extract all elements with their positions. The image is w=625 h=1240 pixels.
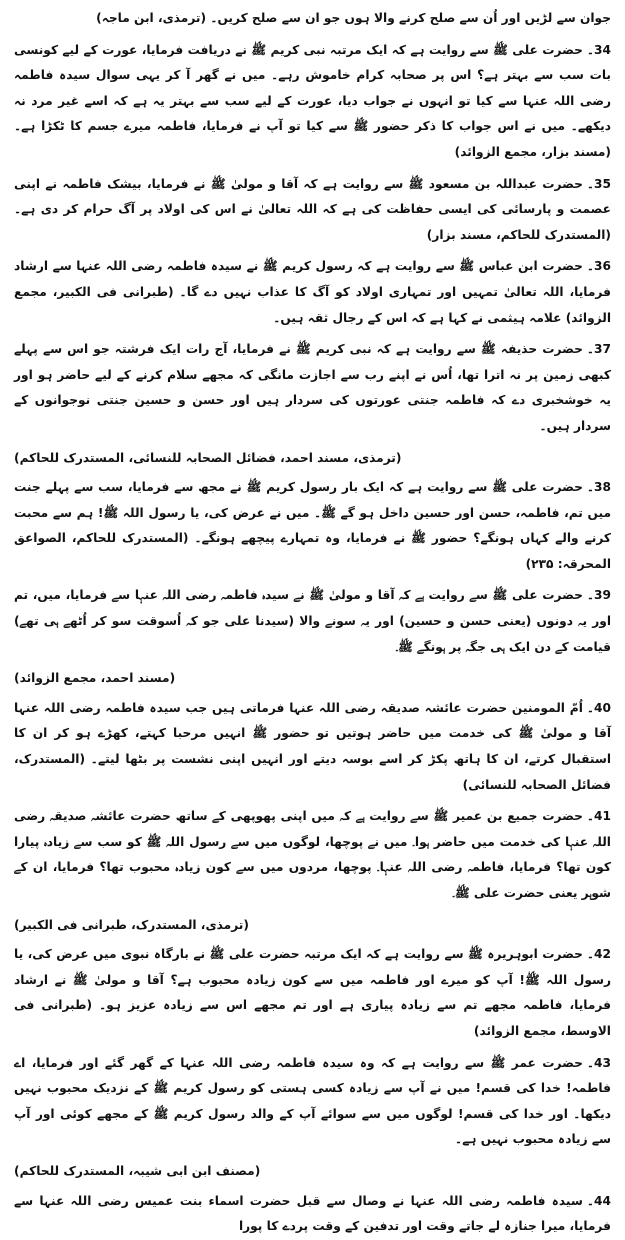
- hadith-35: [14, 172, 611, 249]
- hadith-34: [14, 38, 611, 166]
- reference-line: (مصنف ابن ابی شیبہ، المستدرک للحاکم): [14, 1163, 261, 1178]
- hadith-number: 38۔: [586, 480, 611, 495]
- hadith-text: اُمّ المومنین حضرت عائشہ صدیقہ رضی اللہ عنہا فرماتی ہیں جب سیدہ فاطمہ رضی اللہ عنہا آقا و مولیٰ ﷺ کی خدمت میں حاضر ہوتیں تو حضور ﷺ انہیں مرحبا کہتے، کھڑے ہو کر ان کا استقبال کرتے، ان کا ہاتھ پکڑ کر اسے بوسہ دیتے اور انہیں اپنی نشست پر بٹھا لیتے۔ (المستدرک، فضائل الصحابہ للنسائی): [14, 700, 611, 792]
- hadith-43: [14, 1051, 611, 1153]
- paragraph-text: جوان سے لڑیں اور اُن سے صلح کرنے والا ہوں جو ان سے صلح کریں۔ (ترمذی، ابن ماجہ): [96, 11, 611, 25]
- hadith-39: [14, 583, 611, 660]
- reference-line: (ترمذی، المستدرک، طبرانی فی الکبیر): [14, 917, 249, 932]
- hadith-text: حضرت حذیفہ ﷺ سے روایت ہے کہ نبی کریم ﷺ نے فرمایا، آج رات ایک فرشتہ جو اس سے پہلے کبھی زمین پر نہ اترا تھا، اُس نے اپنے رب سے اجازت مانگی کہ مجھے سلام کرنے کے لیے حاضر ہو اور یہ خوشخبری دے کہ فاطمہ جنتی عورتوں کی سردار ہیں اور حسن و حسین جنتی نوجوانوں کے سردار ہیں۔: [14, 342, 611, 433]
- hadith-44: [14, 1189, 611, 1240]
- hadith-text: سیدہ فاطمہ رضی اللہ عنہا نے وصال سے قبل حضرت اسماء بنت عمیس رضی اللہ عنہا سے فرمایا، میرا جنازہ لے جاتے وقت اور تدفین کے وقت پردے کا پورا: [14, 1193, 611, 1234]
- hadith-number: 36۔: [586, 259, 611, 274]
- hadith-38: [14, 475, 611, 577]
- hadith-text: حضرت عمر ﷺ سے روایت ہے کہ وہ سیدہ فاطمہ رضی اللہ عنہا کے گھر گئے اور فرمایا، اے فاطمہ! خدا کی قسم! میں نے آپ سے زیادہ کسی ہستی کو رسول کریم ﷺ کے نزدیک محبوب نہیں دیکھا۔ اور خدا کی قسم! لوگوں میں سے سوائے آپ کے والد رسول کریم ﷺ کے مجھے کوئی اور آپ سے زیادہ محبوب نہیں ہے۔: [14, 1055, 611, 1147]
- hadith-number: 44۔: [586, 1193, 611, 1208]
- hadith-42: [14, 942, 611, 1044]
- hadith-text: حضرت عبداللہ بن مسعود ﷺ سے روایت ہے کہ آقا و مولیٰ ﷺ نے فرمایا، بیشک فاطمہ نے اپنی عصمت و پارسائی کی ایسی حفاظت کی ہے کہ اللہ تعالیٰ نے اس کی اولاد پر آگ حرام کر دی ہے۔ (المستدرک للحاکم، مسند بزار): [14, 176, 611, 242]
- hadith-37: [14, 337, 611, 439]
- hadith-text: حضرت علی ﷺ سے روایت ہے کہ ایک بار رسول کریم ﷺ نے مجھ سے فرمایا، سب سے پہلے جنت میں تم، فاطمہ، حسن اور حسین داخل ہو گے ﷺ۔ میں نے عرض کی، یا رسول اللہ ﷺ! ہم سے محبت کرنے والے کہاں ہونگے؟ حضور ﷺ نے فرمایا، وہ تمہارے پیچھے ہونگے۔ (المستدرک للحاکم، الصواعق المحرقہ: ۲۳۵): [14, 480, 611, 571]
- hadith-36: [14, 254, 611, 331]
- reference-line: (مسند احمد، مجمع الزوائد): [14, 671, 176, 686]
- hadith-number: 37۔: [586, 342, 611, 357]
- hadith-40: [14, 696, 611, 798]
- hadith-number: 40۔: [586, 700, 611, 715]
- reference-line: (ترمذی، مسند احمد، فضائل الصحابہ للنسائی، المستدرک للحاکم): [14, 450, 402, 465]
- hadith-number: 41۔: [586, 809, 611, 824]
- hadith-text: حضرت ابوہریرہ ﷺ سے روایت ہے کہ ایک مرتبہ حضرت علی ﷺ نے بارگاہ نبوی میں عرض کی، یا رسول اللہ ﷺ! آپ کو میرے اور فاطمہ میں سے کون زیادہ محبوب ہے؟ آقا و مولیٰ ﷺ نے ارشاد فرمایا، فاطمہ مجھے تم سے زیادہ پیاری ہے اور تم مجھے اس سے زیادہ عزیز ہو۔ (طبرانی فی الاوسط، مجمع الزوائد): [14, 947, 611, 1038]
- hadith-text: حضرت جمیع بن عمیر ﷺ سے روایت ہے کہ میں اپنی پھوپھی کے ساتھ حضرت عائشہ صدیقہ رضی اللہ عنہا کی خدمت میں حاضر ہوا۔ میں نے پوچھا، لوگوں میں سے رسول اللہ ﷺ کو سب سے زیادہ پیارا کون تھا؟ فرمایا، فاطمہ رضی اللہ عنہا۔ پوچھا، مردوں میں سے کون زیادہ محبوب تھا؟ فرمایا، ان کے شوہر یعنی حضرت علی ﷺ۔: [14, 809, 611, 900]
- hadith-number: 43۔: [586, 1055, 611, 1070]
- hadith-text: حضرت علی ﷺ سے روایت ہے کہ ایک مرتبہ نبی کریم ﷺ نے دریافت فرمایا، عورت کے لیے کونسی بات سب سے بہتر ہے؟ اس پر صحابہ کرام خاموش رہے۔ میں نے گھر آ کر یہی سوال سیدہ فاطمہ رضی اللہ عنہا سے کیا تو انہوں نے جواب دیا، عورت کے لیے سب سے بہتر یہ ہے کہ اسے غیر مرد نہ دیکھے۔ میں نے اس جواب کا ذکر حضور ﷺ سے کیا تو آپ نے فرمایا، فاطمہ میرے جسم کا ٹکڑا ہے۔ (مسند بزار، مجمع الزوائد): [14, 42, 611, 159]
- hadith-text: حضرت ابن عباس ﷺ سے روایت ہے کہ رسول کریم ﷺ نے سیدہ فاطمہ رضی اللہ عنہا سے ارشاد فرمایا، اللہ تعالیٰ تمہیں اور تمہاری اولاد کو آگ کا عذاب نہیں دے گا۔ (طبرانی فی الکبیر، مجمع الزوائد) علامہ ہیثمی نے کہا ہے کہ اس کے رجال ثقہ ہیں۔: [14, 259, 611, 325]
- hadith-text: حضرت علی ﷺ سے روایت ہے کہ آقا و مولیٰ ﷺ نے سیدہ فاطمہ رضی اللہ عنہا سے فرمایا، میں، تم اور یہ دونوں (یعنی حسن و حسین) اور یہ سونے والا (سیدنا علی جو کہ اُسوقت سو کر اُٹھے ہی تھے) قیامت کے دن ایک ہی جگہ پر ہونگے ﷺ۔: [14, 588, 611, 654]
- hadith-number: 34۔: [586, 42, 611, 57]
- hadith-number: 39۔: [586, 588, 611, 603]
- hadith-number: 42۔: [586, 947, 611, 962]
- hadith-number: 35۔: [586, 176, 611, 191]
- paragraph-continuation: [14, 6, 611, 32]
- hadith-41: [14, 804, 611, 906]
